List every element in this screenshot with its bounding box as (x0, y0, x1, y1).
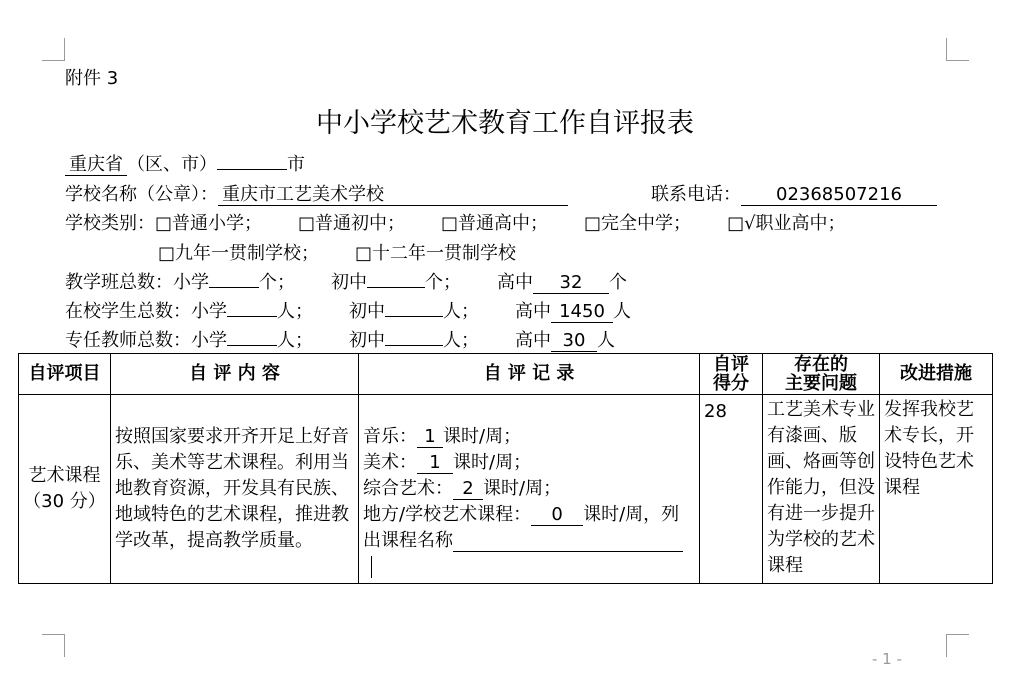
page-title: 中小学校艺术教育工作自评报表 (316, 108, 694, 139)
unit-label: 人； (277, 301, 313, 322)
high-label: 高中 (515, 301, 551, 322)
unit-label: 个 (609, 272, 627, 293)
local-course-hours[interactable]: 0 (531, 506, 583, 526)
text-cursor (371, 556, 372, 578)
school-type-line-2 (158, 245, 516, 263)
students-total-line (65, 303, 631, 323)
corner-mark-bottom-right (946, 634, 969, 657)
students-label: 在校学生总数：小学 (65, 301, 227, 322)
school-name-value[interactable]: 重庆市工艺美术学校 (218, 186, 568, 206)
unit-label: 人； (443, 330, 479, 351)
phone-value[interactable]: 02368507216 (741, 186, 937, 206)
header-content: 自 评 内 容 (111, 354, 359, 395)
middle-label: 初中 (349, 330, 385, 351)
item-cell (19, 395, 111, 584)
record-art: 美术： 1 课时/周； (363, 452, 532, 473)
teachers-total-line (65, 332, 615, 352)
header-score: 自评 得分 (700, 354, 763, 395)
attachment-label: 附件 3 (65, 68, 119, 89)
record-local-course: 地方/学校艺术课程： 0 课时/周，列 (363, 504, 680, 525)
teachers-primary-blank[interactable] (227, 345, 277, 346)
record-course-list: 出课程名称 (363, 528, 695, 554)
art-hours[interactable]: 1 (417, 454, 453, 474)
phone-label: 联系电话： (651, 184, 741, 205)
record-general-art: 综合艺术： 2 课时/周； (363, 478, 562, 499)
classes-label: 教学班总数：小学 (65, 272, 209, 293)
school-type-line-1 (65, 215, 846, 233)
course-list-blank[interactable] (453, 532, 683, 552)
record-cell (359, 395, 700, 584)
type-option-complete[interactable]: □完全中学； (584, 213, 692, 234)
school-line (65, 186, 568, 206)
city-blank[interactable] (217, 169, 287, 170)
classes-primary-blank[interactable] (209, 287, 259, 288)
record-music: 音乐： 1 课时/周； (363, 426, 522, 447)
type-option-nine-year[interactable]: □九年一贯制学校； (158, 243, 320, 264)
type-option-twelve-year[interactable]: □十二年一贯制学校 (355, 243, 517, 264)
corner-mark-top-right (946, 38, 969, 61)
teachers-label: 专任教师总数：小学 (65, 330, 227, 351)
phone-line (651, 186, 937, 206)
middle-label: 初中 (331, 272, 367, 293)
unit-label: 人； (443, 301, 479, 322)
header-record: 自 评 记 录 (359, 354, 700, 395)
students-high-value[interactable]: 1450 (551, 303, 613, 323)
type-option-vocational[interactable]: □√职业高中； (727, 213, 846, 234)
unit-label: 个； (259, 272, 295, 293)
classes-total-line (65, 274, 627, 294)
students-primary-blank[interactable] (227, 316, 277, 317)
district-label: （区、市） (127, 154, 217, 175)
general-art-hours[interactable]: 2 (453, 480, 483, 500)
type-option-junior[interactable]: □普通初中； (298, 213, 406, 234)
header-measures: 改进措施 (880, 354, 993, 395)
classes-high-value[interactable]: 32 (533, 274, 609, 294)
province-line (65, 156, 305, 176)
problems-cell: 工艺美术专业有漆画、版画、烙画等创作能力，但没有进一步提升为学校的艺术课程 (763, 395, 880, 584)
high-label: 高中 (497, 272, 533, 293)
score-cell: 28 (700, 395, 763, 584)
teachers-high-value[interactable]: 30 (551, 332, 597, 352)
unit-label: 人 (613, 301, 631, 322)
high-label: 高中 (515, 330, 551, 351)
measures-cell: 发挥我校艺术专长，开设特色艺术课程 (880, 395, 993, 584)
classes-middle-blank[interactable] (367, 287, 425, 288)
unit-label: 人； (277, 330, 313, 351)
middle-label: 初中 (349, 301, 385, 322)
city-suffix: 市 (287, 154, 305, 175)
header-problems: 存在的 主要问题 (763, 354, 880, 395)
unit-label: 人 (597, 330, 615, 351)
unit-label: 个； (425, 272, 461, 293)
header-item: 自评项目 (19, 354, 111, 395)
type-option-senior[interactable]: □普通高中； (441, 213, 549, 234)
students-middle-blank[interactable] (385, 316, 443, 317)
corner-mark-bottom-left (42, 634, 65, 657)
province-value[interactable]: 重庆省 (65, 156, 127, 176)
evaluation-table (18, 353, 993, 584)
item-score-weight: （30 分） (23, 491, 106, 512)
school-name-label: 学校名称（公章）： (65, 184, 218, 205)
item-name: 艺术课程 (28, 465, 101, 486)
content-cell: 按照国家要求开齐开足上好音乐、美术等艺术课程。利用当地教育资源，开发具有民族、地域特色的艺术课程，推进教学改革，提高教学质量。 (111, 395, 359, 584)
page-number: - 1 - (872, 650, 902, 668)
table-row (19, 395, 993, 584)
music-hours[interactable]: 1 (417, 428, 443, 448)
teachers-middle-blank[interactable] (385, 345, 443, 346)
type-option-primary[interactable]: □普通小学； (155, 213, 263, 234)
table-header-row (19, 354, 993, 395)
school-type-label: 学校类别： (65, 213, 155, 234)
corner-mark-top-left (42, 38, 65, 61)
